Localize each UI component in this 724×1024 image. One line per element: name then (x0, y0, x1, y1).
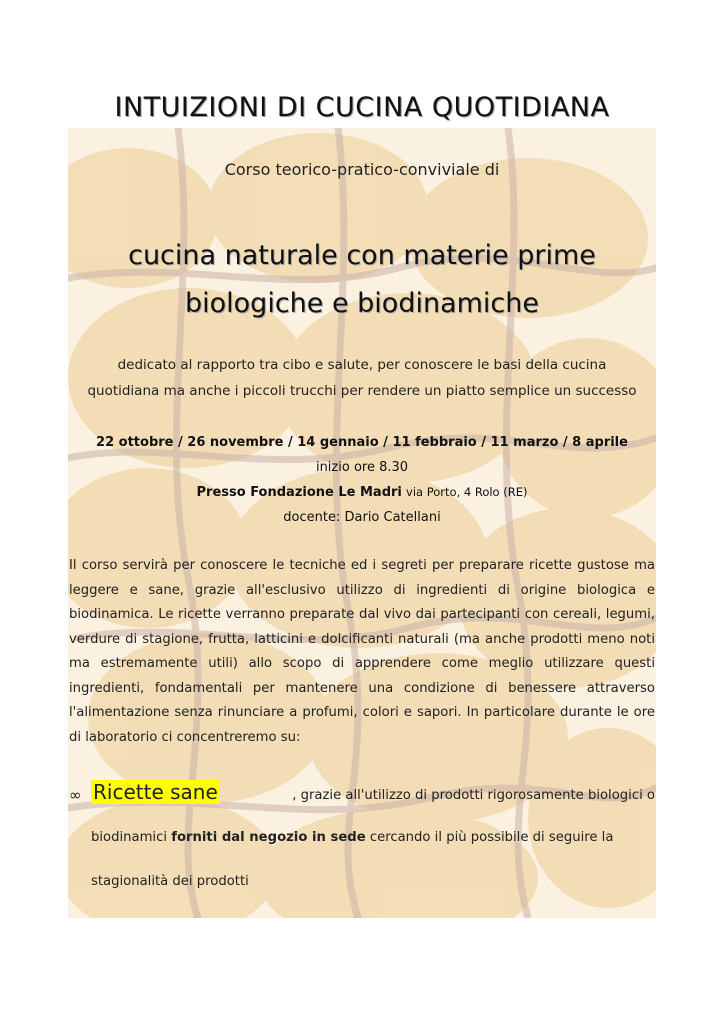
highlighted-phrase: Ricette sane (93, 780, 218, 804)
bullet-line-2-bold: forniti dal negozio in sede (171, 830, 366, 845)
headline-line-2: biologiche e biodinamiche (185, 288, 539, 319)
infinity-bullet-icon: ∞ (69, 786, 82, 804)
bullet-line-2-end: cercando il più possibile di seguire la (369, 830, 614, 845)
start-time: inizio ore 8.30 (315, 460, 409, 475)
teacher: docente: Dario Catellani (283, 510, 441, 525)
description-paragraph: Il corso servirà per conoscere le tecniche ed i segreti per preparare ricette gustose ma leggere e sane, grazie all'esclusivo utilizzo di ingredienti di origine biologica e biodinamica. Le ricette verranno preparate dal vivo dai partecipanti con cereali, legumi, verdure di stagione, frutta, latticini e dolcificanti naturali (ma anche prodotti meno noti ma estremamente utili) allo scopo di apprendere come meglio utilizzare questi ingredienti, fondamentali per mantenere una condizione di benessere attraverso l'alimentazione senza rinunciare a profumi, colori e sapori. In particolare durante le ore di laboratorio ci concentreremo su: (69, 558, 655, 745)
event-info (0, 430, 724, 530)
page-title: INTUIZIONI DI CUCINA QUOTIDIANA (114, 92, 610, 123)
bullet-line-2-start: biodinamici (91, 830, 168, 845)
bullet-line-3: stagionalità dei prodotti (91, 874, 249, 889)
bullet-item (69, 780, 655, 904)
intro-line-1: dedicato al rapporto tra cibo e salute, per conoscere le basi della cucina (117, 357, 607, 373)
course-headline (0, 232, 724, 328)
headline-line-1: cucina naturale con materie prime (128, 240, 596, 271)
venue-name: Presso Fondazione Le Madri (196, 485, 402, 500)
course-subtitle: Corso teorico-pratico-conviviale di (224, 160, 500, 179)
venue-address: via Porto, 4 Rolo (RE) (406, 485, 528, 499)
intro-text (70, 352, 654, 404)
event-dates: 22 ottobre / 26 novembre / 14 gennaio / 11 febbraio / 11 marzo / 8 aprile (96, 435, 628, 450)
bullet-line-1-rest: , grazie all'utilizzo di prodotti rigorosamente biologici o (292, 788, 655, 803)
intro-line-2: quotidiana ma anche i piccoli trucchi per rendere un piatto semplice un successo (87, 383, 637, 399)
